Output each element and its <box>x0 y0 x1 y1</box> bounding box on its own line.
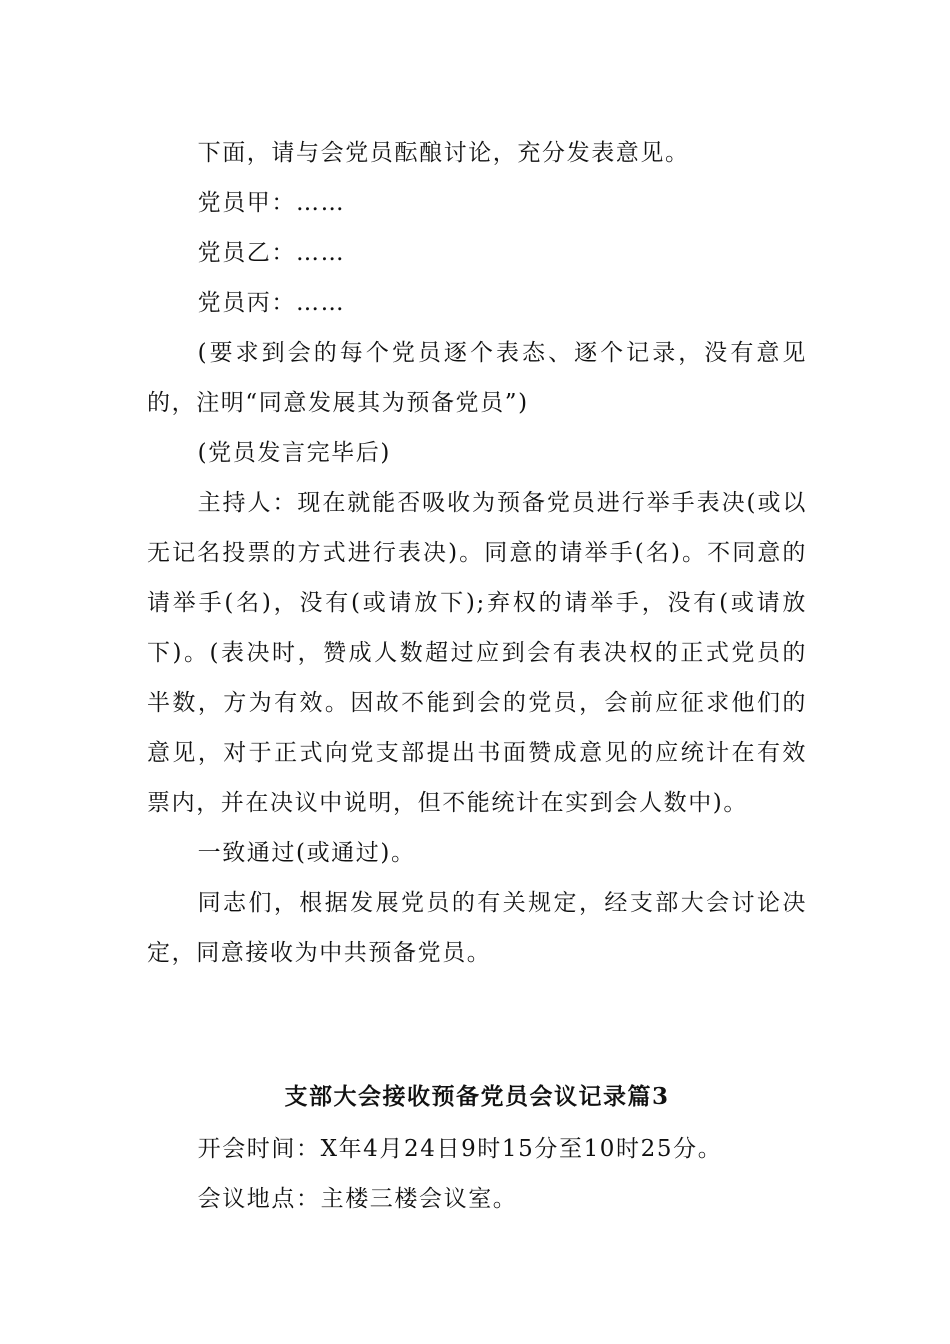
paragraph-vote-result: 一致通过(或通过)。 <box>197 840 416 866</box>
paragraph-after-speeches: (党员发言完毕后) <box>197 440 391 466</box>
body-text-part2 <box>147 1124 807 1224</box>
paragraph-member-b: 党员乙：…… <box>197 240 346 266</box>
section-heading: 支部大会接收预备党员会议记录篇3 <box>284 1083 670 1110</box>
paragraph-discussion-invite: 下面，请与会党员酝酿讨论，充分发表意见。 <box>197 140 690 166</box>
paragraph-member-c: 党员丙：…… <box>197 290 346 316</box>
paragraph-recording-requirement: (要求到会的每个党员逐个表态、逐个记录，没有意见的，注明“同意发展其为预备党员”) <box>147 340 807 416</box>
paragraph-member-a: 党员甲：…… <box>197 190 346 216</box>
paragraph-meeting-time: 开会时间：X年4月24日9时15分至10时25分。 <box>197 1136 723 1162</box>
paragraph-vote-procedure: 主持人：现在就能否吸收为预备党员进行举手表决(或以无记名投票的方式进行表决)。同意的请举手(名)。不同意的请举手(名)，没有(或请放下);弃权的请举手，没有(或请放下)。(表决时，赞成人数超过应到会有表决权的正式党员的半数，方为有效。因故不能到会的党员，会前应征求他们的意见，对于正式向党支部提出书面赞成意见的应统计在有效票内，并在决议中说明，但不能统计在实到会人数中)。 <box>147 490 807 816</box>
paragraph-meeting-location: 会议地点：主楼三楼会议室。 <box>197 1186 518 1212</box>
body-text-part1 <box>147 128 807 978</box>
paragraph-decision: 同志们，根据发展党员的有关规定，经支部大会讨论决定，同意接收为中共预备党员。 <box>147 890 807 966</box>
